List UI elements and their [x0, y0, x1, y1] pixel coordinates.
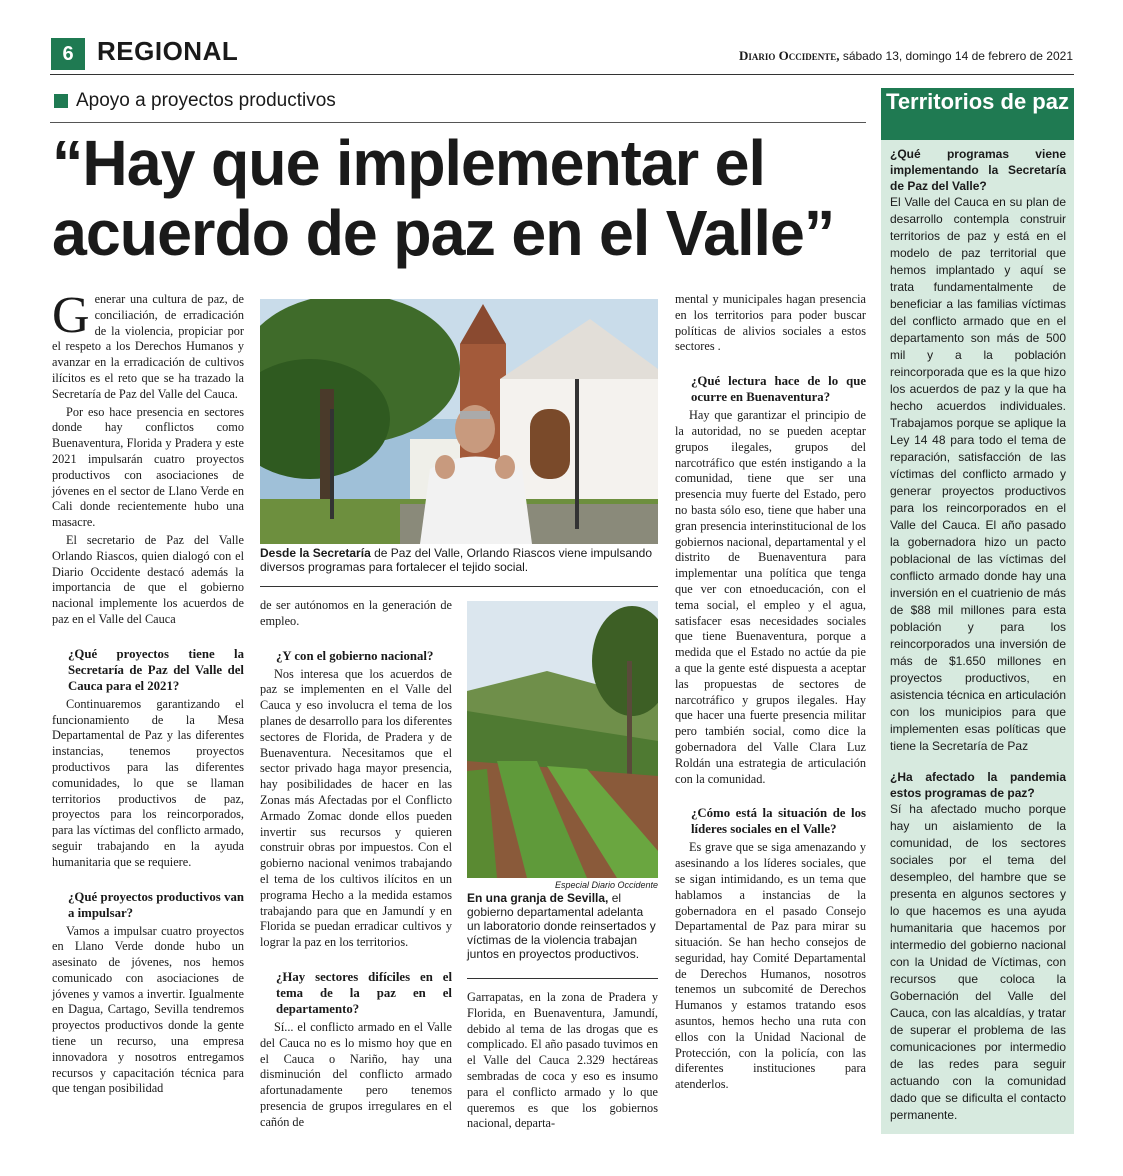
interview-answer: Es grave que se siga amenazando y asesinando a los líderes sociales, que se sigan intimidando, es un tema que hablamos a instancias de la gobernadora en el pasado Consejo Departamental de Paz para mirar su situación. Se han hecho consejos de seguridad, hay Comité Departamental de Derechos Humanos, nosotros tenemos un subcomité de Derechos Humanos y estamos tratando esos asuntos, hemos hecho una ruta con ellos con la Unidad Nacional de Protección, con la policía, con las diferentes instituciones para atenderlos. — [675, 840, 866, 1092]
section-title: REGIONAL — [97, 36, 239, 66]
interview-question: ¿Qué proyectos tiene la Secretaría de Paz del Valle del Cauca para el 2021? — [68, 646, 244, 693]
interview-question: ¿Cómo está la situación de los líderes sociales en el Valle? — [691, 806, 866, 837]
issue-date: sábado 13, domingo 14 de febrero de 2021 — [839, 49, 1073, 63]
sidebar-question: ¿Qué programas viene implementando la Secretaría de Paz del Valle? — [890, 147, 1066, 193]
paragraph: mental y municipales hagan presencia en los territorios para poder buscar políticas de alivios sociales a estos sectores . — [675, 292, 866, 354]
kicker-square-icon — [54, 94, 68, 108]
interview-answer: Sí... el conflicto armado en el Valle del Cauca no es lo mismo hoy que en el Cauca o Nariño, hay una disminución del conflicto armado afortunadamente pero tenemos presencia de grupos irregulares en el cañón de — [260, 1019, 452, 1129]
sidebar-title: Territorios de paz — [881, 88, 1074, 140]
paragraph: El secretario de Paz del Valle Orlando Riascos, quien dialogó con el Diario Occidente destacó además la importancia de que el gobierno nacional implemente los acuerdos de paz en el Valle del Cauca — [52, 532, 244, 626]
caption-rule — [260, 586, 658, 587]
interview-question: ¿Qué lectura hace de lo que ocurre en Buenaventura? — [691, 374, 866, 405]
photo-farm-image — [467, 601, 658, 878]
photo-secretary — [260, 299, 658, 544]
sidebar-question: ¿Ha afectado la pandemia estos programas de paz? — [890, 770, 1066, 800]
drop-cap: G — [52, 287, 90, 344]
masthead — [739, 48, 1073, 64]
lead-paragraph: Generar una cultura de paz, de conciliación, de erradicación de la violencia, propiciar por el respeto a los Derechos Humanos y avanzar en la erradicación de cultivos ilícitos es el reto que se ha trazado la Secretaría de Paz del Valle del Cauca. — [52, 287, 244, 401]
interview-answer: Hay que garantizar el principio de la autoridad, no se pueden aceptar grupos ilegales, grupos del narcotráfico que estén instigando a la comunidad, tiene que ser una presencia muy fuerte del Estado, pero no basta sólo eso, tiene que haber una gran presencia interinstitucional de los gobiernos nacional, departamental y el distrito de Buenaventura para implementar una política que tenga que ver con etnoeducación, con el tema social, el empleo y el agua, satisfacer esas necesidades sociales que tiene Buenaventura, porque a medida que el Estado no actúe da pie a que la gente esté dispuesta a aceptar las propuestas de sectores de narcotráfico y grupos ilegales. Hay que hacer una fuerte presencia militar pero también social, como dice la gobernadora del Valle Clara Luz Roldán una estrategia de articulación con la comunidad. — [675, 408, 866, 786]
photo-caption: Desde la Secretaría de Paz del Valle, Orlando Riascos viene impulsando diversos programas para fortalecer el tejido social. — [260, 546, 653, 574]
photo-secretary-image — [260, 299, 658, 544]
paragraph: Por eso hace presencia en sectores donde hay conflictos como Buenaventura, Florida y Pradera y este 2021 impulsarán cuatro proyectos productivos con asociaciones de jóvenes en el sector de Llano Verde en Cali donde recientemente hubo una masacre. — [52, 404, 244, 530]
photo-farm — [467, 601, 658, 878]
interview-question: ¿Hay sectores difíciles en el tema de la paz en el departamento? — [276, 969, 452, 1016]
paragraph: de ser autónomos en la generación de empleo. — [260, 598, 452, 628]
interview-question: ¿Qué proyectos productivos van a impulsar? — [68, 889, 244, 920]
header-rule — [50, 74, 1074, 75]
kicker-text: Apoyo a proyectos productivos — [76, 90, 336, 111]
article-column-2 — [260, 598, 452, 1133]
interview-answer: Nos interesa que los acuerdos de paz se implementen en el Valle del Cauca y eso involucra el tema de los planes de desarrollo para los diferentes sectores de Florida, de Pradera y de Buenaventura. Necesitamos que el sector privado haga mayor presencia, hay posibilidades de hacer en las Zonas más Afectadas por el Conflicto Armado Zomac donde ellos pueden invertir sus recursos y quieren construir obras por impuestos. Con el gobierno nacional venimos trabajando el tema de los cultivos ilícitos en un programa Hecho a la medida estamos trabajando para que en Jamundí y en Florida se puedan erradicar cultivos y lograr la paz en los territorios. — [260, 666, 452, 950]
headline: “Hay que implementar el acuerdo de paz en el Valle” — [52, 127, 835, 269]
kicker-rule — [50, 122, 866, 123]
photo-credit: Especial Diario Occidente — [554, 880, 658, 890]
interview-answer: Vamos a impulsar cuatro proyectos en Llano Verde donde hubo un asesinato de jóvenes, nos hemos comunicado con asociaciones de jóvenes y vamos a invertir. Igualmente en Dagua, Cartago, Sevilla tendremos proyectos productivos donde la gente tiene un recurso, una empresa innovadora y nosotros entregamos recursos y capacitación técnica para que tengan posibilidad — [52, 923, 244, 1096]
caption-rule — [467, 978, 658, 979]
article-column-4 — [675, 292, 866, 1095]
kicker — [54, 90, 336, 112]
photo-caption: En una granja de Sevilla, el gobierno departamental adelanta un laboratorio donde reinsertados y víctimas de la violencia trabajan juntos en proyectos productivos. — [467, 891, 656, 961]
article-column-1 — [52, 287, 244, 1099]
sidebar-answer: El Valle del Cauca en su plan de desarrollo contempla construir territorios de paz y está en el modelo de paz territorial que hemos implantado y aquí se trata fundamentalmente de beneficiar a las familias víctimas del conflicto armado que en el departamento son más de 500 mil y a la población reincorporada que es la que hizo los acuerdos de paz y la que ha hecho acuerdos individuales. Trabajamos porque se aplique la Ley 14 48 para todo el tema de reparación, satisfacción de las víctimas del conflicto armado y generar proyectos productivos para los reincorporados en el Valle del Cauca. El año pasado la gobernadora hizo un pacto poblacional de las víctimas del conflicto armado donde hay una inversión en el cuatrienio de más de $88 mil millones para esta población y para los reincorporados una inversión de más de $1.650 millones en proyectos productivos, en asistencia técnica en articulación con los municipios para que implementen esas políticas que tiene la Secretaría de Paz — [890, 195, 1066, 753]
interview-question: ¿Y con el gobierno nacional? — [276, 648, 434, 663]
article-column-3 — [467, 990, 658, 1134]
newspaper-name: Diario Occidente, — [738, 48, 840, 63]
sidebar-text — [890, 146, 1066, 1138]
interview-answer: Continuaremos garantizando el funcionamiento de la Mesa Departamental de Paz y las diferentes instancias, tenemos proyectos productivos para las diferentes comunidades, lo que se llaman territorios productivos de paz, proyectos para los reincorporados, para las víctimas del conflicto armado, seguir trabajando en la ayuda humanitaria que se requiere. — [52, 696, 244, 869]
page-number: 6 — [51, 38, 85, 70]
paragraph: Garrapatas, en la zona de Pradera y Florida, en Buenaventura, Jamundí, debido al tema de las drogas que es complicado. El año pasado tuvimos en el Valle del Cauca 2.329 hectáreas sembradas de coca y eso es insumo para el conflicto armado y lo que queremos es que los gobiernos nacional, departa- — [467, 990, 658, 1131]
sidebar-answer: Sí ha afectado mucho porque hay un aislamiento de la comunidad, de los sectores sociales por el tema del desempleo, del hambre que se presenta en algunos sectores y lo que hacemos es una ayuda humanitaria que hacemos por intermedio del gobierno nacional con la Unidad de Víctimas, con recursos que coloca la Gobernación del Valle del Cauca, con las alcaldías, y tratar de superar el problema de las comunicaciones por intermedio de las redes para seguir actuando con la comunidad dado que se dificulta el contacto permanente. — [890, 802, 1066, 1122]
